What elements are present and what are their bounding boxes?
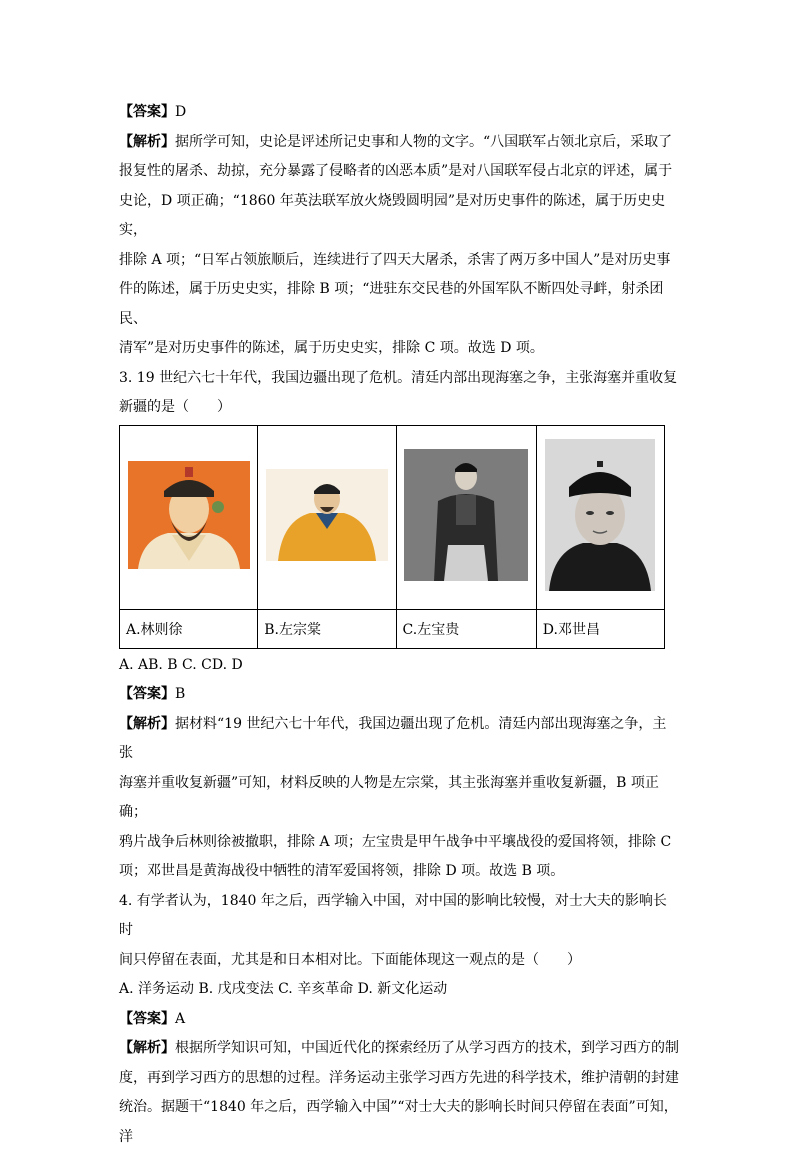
question-3-line-1: 3. 19 世纪六七十年代，我国边疆出现了危机。清廷内部出现海塞之争，主张海塞并重收复 — [119, 369, 678, 386]
document-page — [119, 98, 679, 1152]
question-3-line-2: 新疆的是（ ） — [119, 399, 231, 415]
portrait-lin-zexu-image — [128, 461, 250, 569]
question-3-choices: A. AB. B C. CD. D — [119, 656, 243, 673]
explanation-1-line-2: 报复性的屠杀、劫掠，充分暴露了侵略者的凶恶本质”是对八国联军侵占北京的评述，属于 — [119, 163, 673, 179]
explanation-1-line-4: 排除 A 项；“日军占领旅顺后，连续进行了四天大屠杀，杀害了两万多中国人”是对历史事 — [119, 251, 671, 268]
option-b-image-cell — [258, 425, 396, 609]
explanation-3-line-3: 鸦片战争后林则徐被撤职，排除 A 项；左宝贵是甲午战争中平壤战役的爱国将领，排除 C — [119, 833, 672, 850]
question-4-line-1: 4. 有学者认为，1840 年之后，西学输入中国，对中国的影响比较慢，对士大夫的影响长时 — [119, 892, 667, 938]
option-a-image-cell — [120, 425, 258, 609]
answer-4: 【答案】A — [119, 1010, 186, 1027]
option-a-label: A.林则徐 — [120, 609, 258, 648]
explanation-1-line-3: 史论，D 项正确；“1860 年英法联军放火烧毁圆明园”是对历史事件的陈述，属于历史史实， — [119, 192, 666, 238]
option-table — [119, 425, 665, 649]
answer-3: 【答案】B — [119, 686, 186, 702]
explanation-1-line-6: 清军”是对历史事件的陈述，属于历史史实，排除 C 项。故选 D 项。 — [119, 340, 544, 356]
explanation-3-line-2: 海塞并重收复新疆”可知，材料反映的人物是左宗棠，其主张海塞并重收复新疆，B 项正确； — [119, 774, 659, 820]
portrait-zuo-baogui-image — [404, 449, 528, 581]
explanation-4-line-2: 度，再到学习西方的思想的过程。洋务运动主张学习西方先进的科学技术，维护清朝的封建 — [119, 1069, 679, 1086]
explanation-4-line-3: 统治。据题干“1840 年之后，西学输入中国”“对士大夫的影响长时间只停留在表面”可知，洋 — [119, 1099, 678, 1145]
option-d-image-cell — [536, 425, 664, 609]
option-c-label: C.左宝贵 — [396, 609, 536, 648]
option-c-image-cell — [396, 425, 536, 609]
answer-1: 【答案】D — [119, 104, 187, 120]
option-b-label: B.左宗棠 — [258, 609, 396, 648]
question-4-line-2: 间只停留在表面，尤其是和日本相对比。下面能体现这一观点的是（ ） — [119, 951, 581, 968]
explanation-4-line-1: 【解析】根据所学知识可知，中国近代化的探索经历了从学习西方的技术，到学习西方的制 — [119, 1040, 679, 1056]
explanation-1-line-5: 件的陈述，属于历史史实，排除 B 项；“进驻东交民巷的外国军队不断四处寻衅，射杀团民、 — [119, 281, 664, 327]
explanation-1-line-1: 【解析】据所学可知，史论是评述所记史事和人物的文字。“八国联军占领北京后，采取了 — [119, 133, 673, 150]
explanation-3-line-4: 项；邓世昌是黄海战役中牺牲的清军爱国将领，排除 D 项。故选 B 项。 — [119, 863, 565, 879]
portrait-zuo-zongtang-image — [266, 469, 388, 561]
question-4-choices: A. 洋务运动 B. 戊戌变法 C. 辛亥革命 D. 新文化运动 — [119, 981, 448, 997]
option-d-label: D.邓世昌 — [536, 609, 664, 648]
explanation-3-line-1: 【解析】据材料“19 世纪六七十年代，我国边疆出现了危机。清廷内部出现海塞之争，主张 — [119, 715, 667, 761]
portrait-deng-shichang-image — [545, 439, 655, 591]
